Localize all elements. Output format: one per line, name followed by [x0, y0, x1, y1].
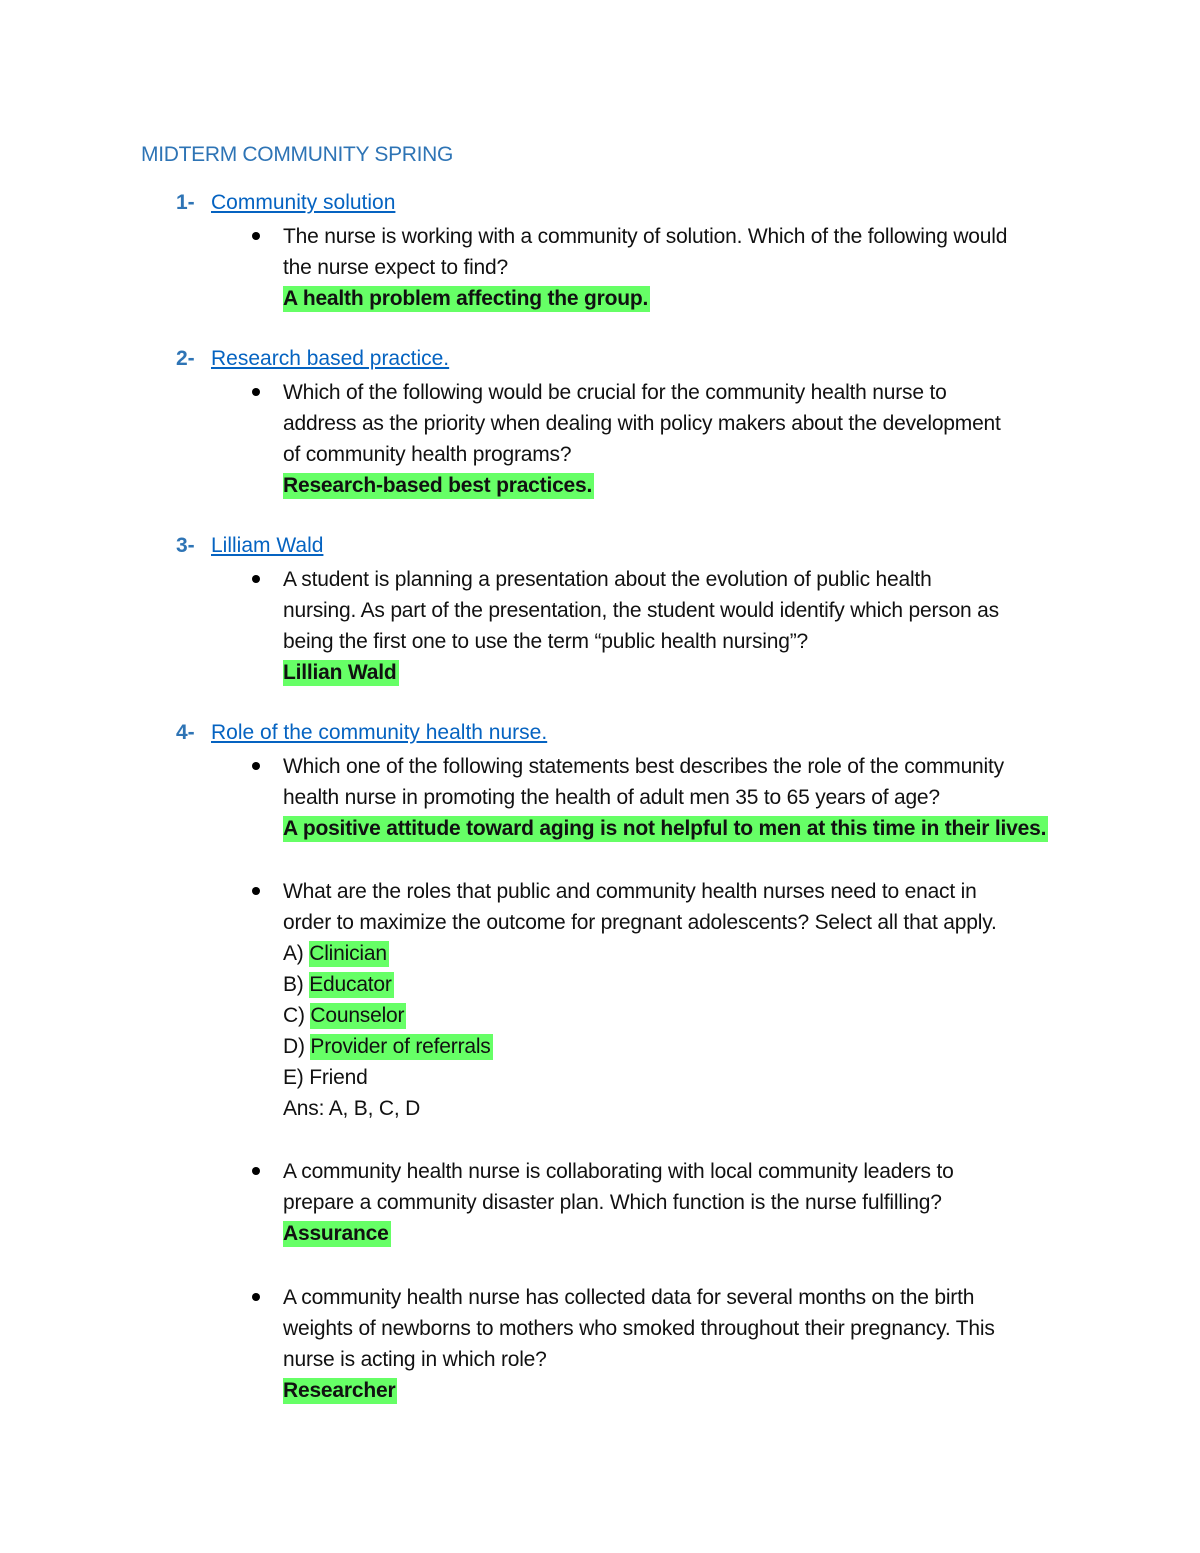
bullet-icon — [252, 232, 260, 240]
option-a: A) Clinician — [283, 942, 387, 965]
section-heading — [176, 719, 547, 747]
bullet-icon — [252, 1167, 260, 1175]
question-line: A community health nurse has collected data for several months on the birth — [283, 1286, 975, 1309]
section-heading — [176, 532, 323, 560]
question-line: nurse is acting in which role? — [283, 1348, 547, 1371]
answer-highlight: Assurance — [283, 1222, 389, 1245]
section-link[interactable]: Role of the community health nurse. — [211, 721, 548, 744]
option-highlight: Clinician — [309, 942, 387, 965]
section-number: 4- — [176, 721, 195, 744]
question-line: the nurse expect to find? — [283, 256, 508, 279]
question-line: weights of newborns to mothers who smoked throughout their pregnancy. This — [283, 1317, 995, 1340]
section-number: 2- — [176, 347, 195, 370]
option-text: Friend — [309, 1066, 368, 1089]
option-c: C) Counselor — [283, 1004, 405, 1027]
question-line: Which one of the following statements best describes the role of the community — [283, 755, 1004, 778]
question-line: Which of the following would be crucial for the community health nurse to — [283, 381, 947, 404]
option-b: B) Educator — [283, 973, 392, 996]
question-line: prepare a community disaster plan. Which function is the nurse fulfilling? — [283, 1191, 942, 1214]
bullet-icon — [252, 388, 260, 396]
question-line: A community health nurse is collaborating with local community leaders to — [283, 1160, 954, 1183]
section-heading — [176, 189, 395, 217]
section-link[interactable]: Community solution — [211, 191, 396, 214]
answer-highlight: A positive attitude toward aging is not helpful to men at this time in their lives. — [283, 817, 1047, 840]
bullet-icon — [252, 762, 260, 770]
section-heading — [176, 345, 449, 373]
bullet-icon — [252, 575, 260, 583]
question-line: The nurse is working with a community of solution. Which of the following would — [283, 225, 1008, 248]
section-number: 1- — [176, 191, 195, 214]
bullet-icon — [252, 887, 260, 895]
answer-line: Ans: A, B, C, D — [283, 1097, 421, 1120]
question-line: address as the priority when dealing with policy makers about the development — [283, 412, 1001, 435]
section-link[interactable]: Research based practice. — [211, 347, 450, 370]
option-highlight: Counselor — [310, 1004, 405, 1027]
question-line: A student is planning a presentation about the evolution of public health — [283, 568, 932, 591]
bullet-icon — [252, 1293, 260, 1301]
question-line: order to maximize the outcome for pregnant adolescents? Select all that apply. — [283, 911, 997, 934]
section-link[interactable]: Lilliam Wald — [211, 534, 324, 557]
section-number: 3- — [176, 534, 195, 557]
option-d: D) Provider of referrals — [283, 1035, 491, 1058]
option-e: E) Friend — [283, 1066, 368, 1089]
question-line: nursing. As part of the presentation, the student would identify which person as — [283, 599, 999, 622]
answer-highlight: Researcher — [283, 1379, 396, 1402]
answer-highlight: A health problem affecting the group. — [283, 287, 649, 310]
option-highlight: Provider of referrals — [310, 1035, 491, 1058]
question-line: What are the roles that public and community health nurses need to enact in — [283, 880, 977, 903]
question-line: health nurse in promoting the health of adult men 35 to 65 years of age? — [283, 786, 940, 809]
document-title: MIDTERM COMMUNITY SPRING — [141, 143, 454, 166]
answer-highlight: Research-based best practices. — [283, 474, 593, 497]
question-line: of community health programs? — [283, 443, 572, 466]
question-line: being the first one to use the term “public health nursing”? — [283, 630, 808, 653]
answer-highlight: Lillian Wald — [283, 661, 397, 684]
option-highlight: Educator — [309, 973, 392, 996]
